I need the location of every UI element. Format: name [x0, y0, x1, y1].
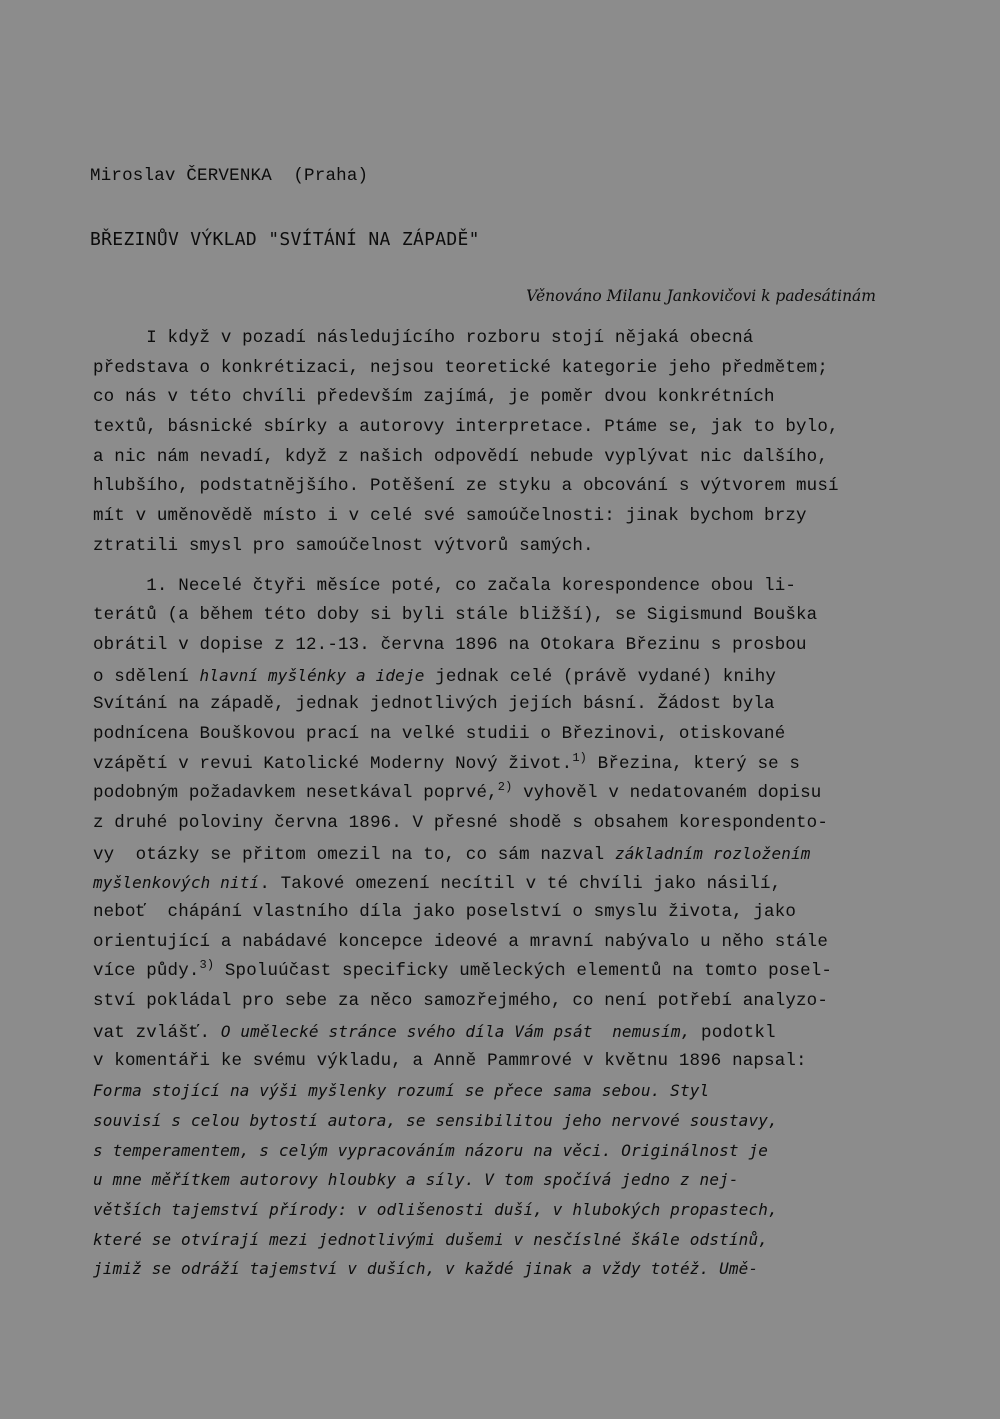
text-line [93, 750, 923, 780]
text-line: z druhé poloviny června 1896. V přesné shodě s obsahem korespondento- [93, 813, 828, 833]
quotation-block [93, 1076, 923, 1284]
text-run: jednak celé (právě vydané) knihy [424, 666, 777, 687]
text-line: Svítání na západě, jednak jednotlivých jejích básní. Žádost byla [93, 694, 775, 715]
text-run: vzápětí v revui Katolické Moderny Nový život. [93, 753, 573, 774]
dedication: Věnováno Milanu Jankovičovi k padesátinám [526, 287, 876, 305]
article-body [93, 324, 923, 1284]
text-run: o sdělení [93, 666, 200, 687]
text-line: 1. Necelé čtyři měsíce poté, co začala korespondence obou li- [93, 575, 797, 596]
footnote-marker: 2) [497, 780, 513, 795]
article-title: BŘEZINŮV VÝKLAD "SVÍTÁNÍ NA ZÁPADĚ" [90, 229, 480, 250]
text-line [93, 839, 923, 869]
text-line: v komentáři ke svému výkladu, a Anně Pammrové v květnu 1896 napsal: [93, 1050, 807, 1071]
text-line: podnícena Bouškovou prací na velké studii o Březinovi, otiskované [93, 723, 786, 744]
text-line [93, 661, 923, 691]
text-run: Březina, který se s [587, 753, 801, 774]
quote-text: Forma stojící na výši myšlenky rozumí se přece sama sebou. Styl [93, 1081, 710, 1101]
quote-text: které se otvírají mezi jednotlivými dušemi v nesčíslné škále odstínů, [93, 1229, 769, 1249]
italic-phrase: O umělecké stránce svého díla Vám psát nemusím, [220, 1021, 691, 1041]
quote-text: jimiž se odráží tajemství v duších, v každé jinak a vždy totéž. Umě- [93, 1259, 759, 1279]
quote-text: u mne měřítkem autorovy hloubky a síly. V tom spočívá jedno z nej- [93, 1170, 739, 1190]
text-line: terátů (a během této doby si byli stále bližší), se Sigismund Bouška [93, 605, 818, 626]
quote-line [93, 1106, 923, 1136]
text-line: textů, básnické sbírky a autorovy interpretace. Ptáme se, jak to bylo, [93, 417, 839, 438]
text-run: podotkl [690, 1022, 776, 1043]
text-run: vat zvlášť. [93, 1022, 221, 1043]
text-line: ztratili smysl pro samoúčelnost výtvorů samých. [93, 535, 594, 556]
quote-line [93, 1225, 923, 1255]
quote-text: souvisí s celou bytostí autora, se sensibilitou jeho nervové soustavy, [93, 1110, 778, 1130]
italic-phrase: hlavní myšlénky a ideje [199, 665, 425, 685]
quote-line [93, 1254, 923, 1284]
text-run: vy otázky se přitom omezil na to, co sám nazval [93, 844, 615, 865]
text-run: Spoluúčast specificky uměleckých elementů na tomto posel- [214, 961, 833, 982]
text-run: . Takové omezení necítil v té chvíli jako násilí, [259, 874, 782, 895]
text-line: I když v pozadí následujícího rozboru stojí nějaká obecná [93, 328, 754, 348]
footnote-marker: 3) [199, 958, 215, 973]
text-run: vyhověl v nedatovaném dopisu [512, 783, 822, 804]
text-line [93, 868, 923, 898]
quote-line [93, 1136, 923, 1166]
text-line [93, 1017, 923, 1047]
paragraph-section-1 [93, 572, 923, 1077]
text-line [93, 957, 923, 987]
footnote-marker: 1) [572, 750, 588, 765]
quote-line [93, 1076, 923, 1106]
quote-text: větších tajemství přírody: v odlišenosti duší, v hlubokých propastech, [93, 1199, 778, 1219]
text-line: a nic nám nevadí, když z našich odpovědí nebude vyplývat nic dalšího, [93, 446, 828, 467]
paragraph-intro [93, 324, 923, 562]
text-run: více půdy. [93, 961, 200, 982]
text-run: podobným požadavkem nesetkával poprvé, [93, 783, 498, 804]
author-line: Miroslav ČERVENKA (Praha) [90, 166, 369, 186]
text-line: co nás v této chvíli především zajímá, je poměr dvou konkrétních [93, 387, 775, 408]
text-line [93, 779, 923, 809]
italic-phrase: základním rozložením [614, 843, 811, 863]
text-line: neboť chápání vlastního díla jako poselství o smyslu života, jako [93, 902, 797, 923]
text-line: představa o konkrétizaci, nejsou teoretické kategorie jeho předmětem; [93, 357, 828, 378]
text-line: mít v uměnovědě místo i v celé své samoúčelnosti: jinak bychom brzy [93, 506, 807, 527]
text-line: ství pokládal pro sebe za něco samozřejmého, co není potřebí analyzo- [93, 991, 828, 1012]
quote-line [93, 1195, 923, 1225]
quote-text: s temperamentem, s celým vypracováním názoru na věci. Originálnost je [93, 1140, 769, 1160]
text-line: obrátil v dopise z 12.-13. června 1896 na Otokara Březinu s prosbou [93, 634, 807, 655]
text-line: hlubšího, podstatnějšího. Potěšení ze styku a obcování s výtvorem musí [93, 476, 839, 497]
text-line: orientující a nabádavé koncepce ideové a mravní nabývalo u něho stále [93, 931, 828, 952]
italic-phrase: myšlenkových nití [93, 873, 260, 893]
paragraph-gap [93, 562, 923, 572]
quote-line [93, 1165, 923, 1195]
